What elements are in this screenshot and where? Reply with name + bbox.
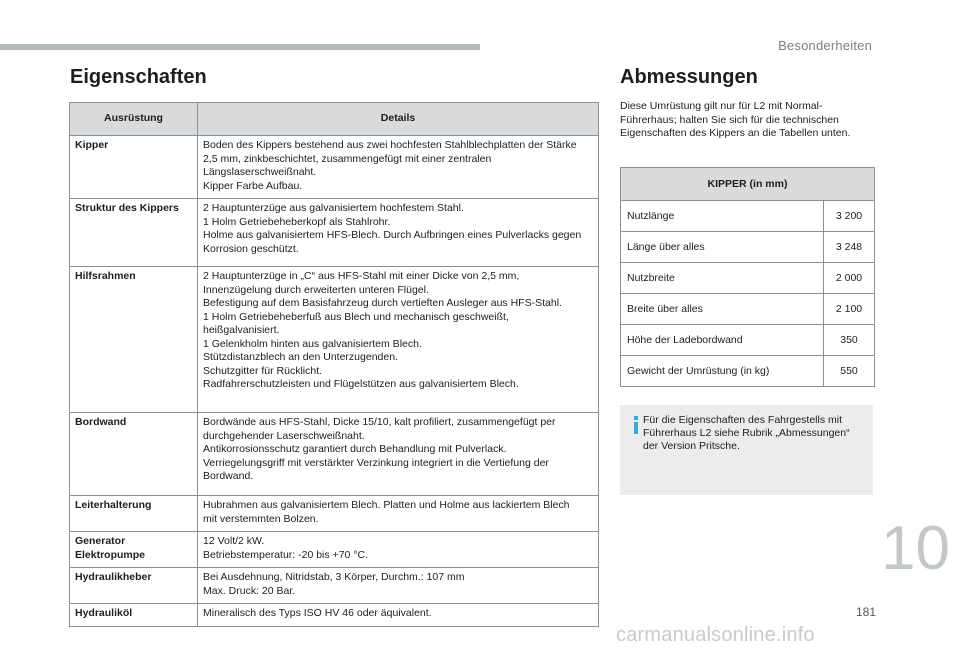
col-header-equipment: Ausrüstung	[70, 103, 198, 136]
info-note-text: Für die Eigenschaften des Fahrgestells mit Führerhaus L2 siehe Rubrik „Abmessungen“ der Version Pritsche.	[643, 414, 850, 452]
dim-label: Nutzbreite	[621, 263, 824, 294]
table-row	[70, 496, 599, 532]
dims-header-row	[621, 168, 875, 201]
row-key: Hydraulikheber	[70, 568, 198, 604]
section-label: Besonderheiten	[778, 38, 872, 53]
table-row	[621, 356, 875, 387]
dim-label: Gewicht der Umrüstung (in kg)	[621, 356, 824, 387]
col-header-details: Details	[198, 103, 599, 136]
dim-value: 2 000	[824, 263, 875, 294]
table-row	[70, 267, 599, 413]
row-value: 2 Hauptunterzüge aus galvanisiertem hochfestem Stahl. 1 Holm Getriebeheberkopf als Stahlrohr. Holme aus galvanisiertem HFS-Blech. Durch Aufbringen eines Pulverlacks gegen Korrosion geschützt.	[198, 199, 599, 267]
table-row	[621, 232, 875, 263]
top-accent-bar	[0, 44, 480, 50]
row-value: 12 Volt/2 kW. Betriebstemperatur: -20 bis +70 °C.	[198, 532, 599, 568]
table-row	[70, 532, 599, 568]
features-header-row	[70, 103, 599, 136]
dimensions-title: Abmessungen	[620, 66, 758, 88]
dim-label: Länge über alles	[621, 232, 824, 263]
table-row	[621, 263, 875, 294]
features-table	[69, 102, 599, 627]
dimensions-table	[620, 167, 875, 387]
table-row	[621, 294, 875, 325]
table-row	[621, 325, 875, 356]
row-value: Bei Ausdehnung, Nitridstab, 3 Körper, Durchm.: 107 mm Max. Druck: 20 Bar.	[198, 568, 599, 604]
row-key: Hilfsrahmen	[70, 267, 198, 413]
features-title: Eigenschaften	[70, 66, 207, 88]
dim-value: 3 200	[824, 201, 875, 232]
info-note	[620, 405, 873, 495]
dims-header: KIPPER (in mm)	[621, 168, 875, 201]
row-value: Bordwände aus HFS-Stahl, Dicke 15/10, kalt profiliert, zusammengefügt per durchgehender Laserschweißnaht. Antikorrosionsschutz garantiert durch Behandlung mit Pulverlack. Verriegelungsgriff mit verstärkter Verzinkung integriert in die Vertiefung der Bordwand.	[198, 413, 599, 496]
row-value: Boden des Kippers bestehend aus zwei hochfesten Stahlblechplatten der Stärke 2,5 mm, zinkbeschichtet, zusammengefügt mit einer zentralen Längslaserschweißnaht. Kipper Farbe Aufbau.	[198, 136, 599, 199]
dim-value: 550	[824, 356, 875, 387]
row-key: Bordwand	[70, 413, 198, 496]
row-key: Struktur des Kippers	[70, 199, 198, 267]
row-value: 2 Hauptunterzüge in „C“ aus HFS-Stahl mit einer Dicke von 2,5 mm, Innenzügelung durch erweiterten unteren Flügel. Befestigung auf dem Basisfahrzeug durch vertieften Ausleger aus HFS-Stahl. 1 Holm Getriebeheberfuß aus Blech und mechanisch geschweißt, heißgalvanisiert. 1 Gelenkholm hinten aus galvanisiertem Blech. Stützdistanzblech an den Unterzugenden. Schutzgitter für Rücklicht. Radfahrerschutzleisten und Flügelstützen aus galvanisiertem Blech.	[198, 267, 599, 413]
dim-value: 3 248	[824, 232, 875, 263]
info-icon	[631, 416, 641, 434]
table-row	[70, 568, 599, 604]
chapter-number: 10	[881, 514, 950, 583]
row-value: Mineralisch des Typs ISO HV 46 oder äquivalent.	[198, 604, 599, 627]
watermark: carmanualsonline.info	[616, 624, 815, 646]
dim-label: Nutzlänge	[621, 201, 824, 232]
row-key: Generator Elektropumpe	[70, 532, 198, 568]
dim-value: 350	[824, 325, 875, 356]
dim-label: Höhe der Ladebordwand	[621, 325, 824, 356]
row-key: Leiterhalterung	[70, 496, 198, 532]
table-row	[70, 136, 599, 199]
table-row	[70, 604, 599, 627]
table-row	[70, 199, 599, 267]
page-number: 181	[856, 605, 877, 619]
table-row	[621, 201, 875, 232]
dim-value: 2 100	[824, 294, 875, 325]
dim-label: Breite über alles	[621, 294, 824, 325]
row-key: Hydrauliköl	[70, 604, 198, 627]
dimensions-intro: Diese Umrüstung gilt nur für L2 mit Normal- Führerhaus; halten Sie sich für die technischen Eigenschaften des Kippers an die Tabellen unten.	[620, 100, 851, 139]
row-value: Hubrahmen aus galvanisiertem Blech. Platten und Holme aus lackiertem Blech mit verstemmten Bolzen.	[198, 496, 599, 532]
row-key: Kipper	[70, 136, 198, 199]
table-row	[70, 413, 599, 496]
